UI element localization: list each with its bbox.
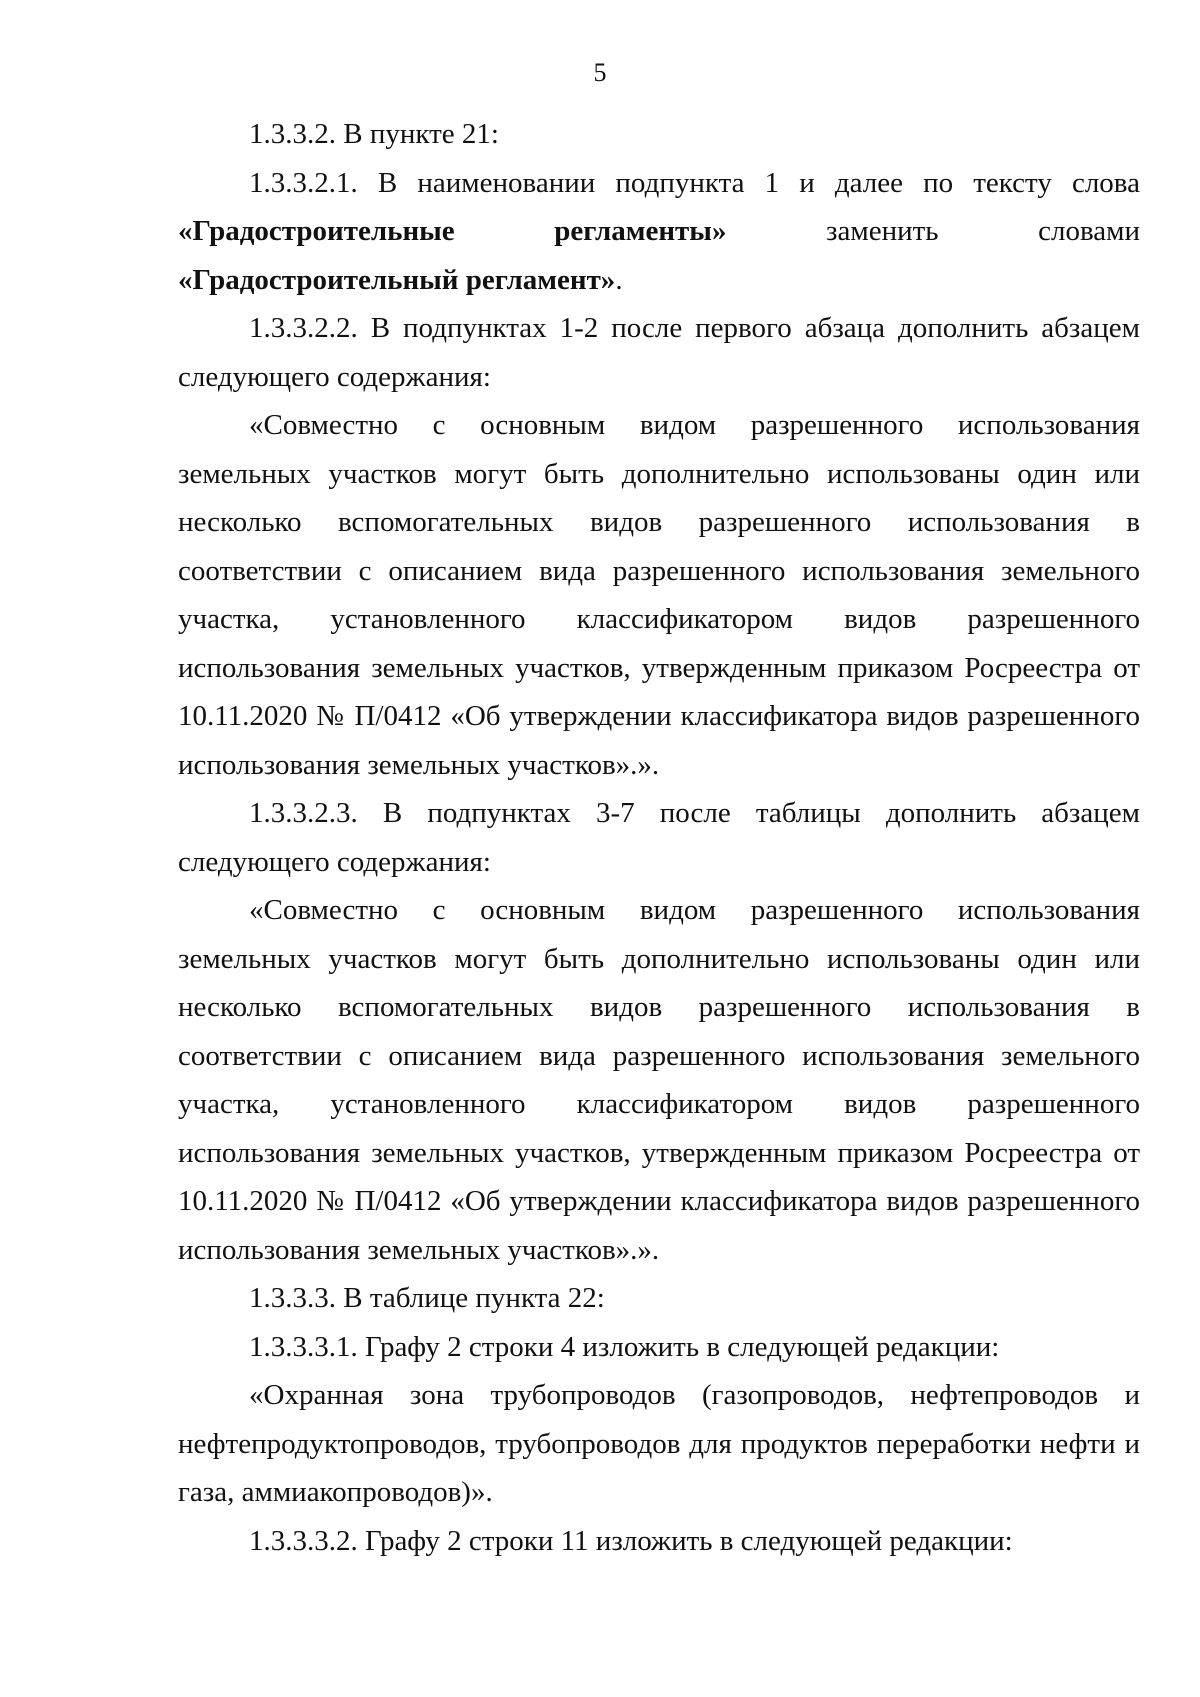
paragraph-1-3-3-3-2: 1.3.3.3.2. Графу 2 строки 11 изложить в следующей редакции: xyxy=(249,1524,1013,1557)
paragraph-1-3-3-3: 1.3.3.3. В таблице пункта 22: xyxy=(249,1282,605,1314)
paragraph-1-3-3-2: 1.3.3.2. В пункте 21: xyxy=(249,118,499,150)
document-body xyxy=(178,110,1140,1565)
paragraph-text: . xyxy=(615,263,623,296)
paragraph-1-3-3-2-2: 1.3.3.2.2. В подпунктах 1-2 после первого абзаца дополнить абзацем следующего содержания: xyxy=(178,312,1140,393)
quoted-insert-paragraph-2: «Совместно с основным видом разрешенного использования земельных участков могут быть дополнительно использованы один или несколько вспомогательных видов разрешенного использования в соответствии с описанием вида разрешенного использования земельного участка, установленного классификатором видов разрешенного использования земельных участков, утвержденным приказом Росреестра от 10.11.2020 № П/0412 «Об утверждении классификатора видов разрешенного использования земельных участков».». xyxy=(178,894,1140,1266)
paragraph-1-3-3-2-1 xyxy=(178,159,1140,305)
quoted-insert-paragraph-3: «Охранная зона трубопроводов (газопроводов, нефтепроводов и нефтепродуктопроводов, трубопроводов для продуктов переработки нефти и газа, аммиакопроводов)». xyxy=(178,1379,1140,1508)
paragraph-1-3-3-3-1: 1.3.3.3.1. Графу 2 строки 4 изложить в следующей редакции: xyxy=(249,1330,1000,1363)
paragraph-text: 1.3.3.2.1. В наименовании подпункта 1 и далее по тексту слова xyxy=(249,166,1140,199)
bold-quote-old-term: «Градостроительные регламенты» xyxy=(178,215,727,247)
paragraph-1-3-3-2-3: 1.3.3.2.3. В подпунктах 3-7 после таблицы дополнить абзацем следующего содержания: xyxy=(178,797,1140,878)
paragraph-text: заменить словами xyxy=(726,215,1140,247)
quoted-insert-paragraph-1: «Совместно с основным видом разрешенного использования земельных участков могут быть дополнительно использованы один или несколько вспомогательных видов разрешенного использования в соответствии с описанием вида разрешенного использования земельного участка, установленного классификатором видов разрешенного использования земельных участков, утвержденным приказом Росреестра от 10.11.2020 № П/0412 «Об утверждении классификатора видов разрешенного использования земельных участков».». xyxy=(178,409,1140,781)
page-number: 5 xyxy=(593,58,607,87)
bold-quote-new-term: «Градостроительный регламент» xyxy=(178,263,616,296)
